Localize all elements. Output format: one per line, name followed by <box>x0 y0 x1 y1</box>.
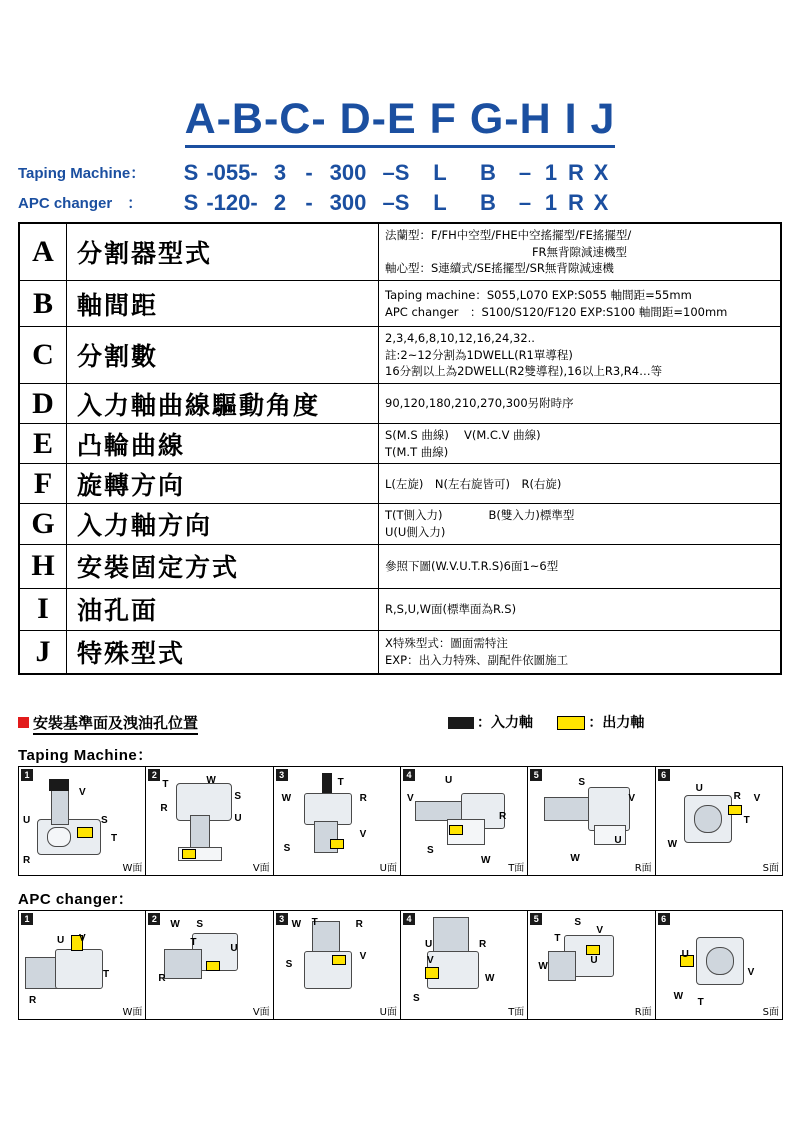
taping-section-title: Taping Machine： <box>18 747 153 764</box>
figure-number: 5 <box>530 913 542 925</box>
code-row-taping <box>18 160 782 186</box>
row-letter: G <box>19 504 67 544</box>
face-mark: V <box>753 793 761 804</box>
face-mark: V <box>596 925 603 936</box>
figure-cell[interactable] <box>655 910 783 1020</box>
figure-face-label: V面 <box>252 863 270 874</box>
desc-line: T(T側入力) B(雙入力)標準型 <box>385 508 575 523</box>
code-val: -055- <box>206 160 258 185</box>
row-desc <box>379 281 782 327</box>
row-letter: F <box>19 464 67 504</box>
code-val: B <box>480 190 496 215</box>
code-row-taping-label: Taping Machine： <box>18 165 146 182</box>
input-shaft-marker-icon <box>49 779 69 791</box>
figure-number: 6 <box>658 913 670 925</box>
face-mark: W <box>170 919 180 930</box>
row-name: 入力軸方向 <box>67 504 379 544</box>
code-val: L <box>433 190 447 215</box>
table-row <box>19 588 781 630</box>
figure-number: 2 <box>148 769 160 781</box>
face-mark: S <box>196 919 203 930</box>
figure-face-label: V面 <box>252 1007 270 1018</box>
face-mark: V <box>747 967 755 978</box>
desc-line: APC changer ：S100/S120/F120 EXP:S100 軸間距=100mm <box>385 304 728 319</box>
figure-face-label: S面 <box>762 863 779 874</box>
code-val: S <box>183 190 199 215</box>
face-mark: R <box>733 791 741 802</box>
desc-line: 法蘭型：F/FH中空型/FHE中空搖擺型/FE搖擺型/ <box>385 228 632 242</box>
face-mark: T <box>190 937 197 948</box>
spec-table <box>18 222 782 675</box>
output-shaft-marker-icon <box>182 849 196 859</box>
row-name: 油孔面 <box>67 588 379 630</box>
face-mark: S <box>234 791 241 802</box>
face-mark: S <box>285 959 293 970</box>
row-name: 旋轉方向 <box>67 464 379 504</box>
face-mark: W <box>484 973 495 984</box>
face-mark: V <box>406 793 414 804</box>
desc-line: U(U側入力) <box>385 525 446 540</box>
face-mark: W <box>667 839 678 850</box>
figure-face-label: U面 <box>379 1007 397 1018</box>
face-mark: S <box>578 777 585 788</box>
figure-cell[interactable] <box>527 910 655 1020</box>
code-val: 1 <box>544 160 558 185</box>
row-letter: A <box>19 223 67 281</box>
code-val: 300 <box>329 190 367 215</box>
row-name: 軸間距 <box>67 281 379 327</box>
figure-face-label: T面 <box>508 1007 525 1018</box>
figure-number: 3 <box>276 769 288 781</box>
code-val: X <box>593 160 609 185</box>
face-mark: U <box>695 783 703 794</box>
face-mark: U <box>444 775 453 786</box>
desc-line: 參照下圖(W.V.U.T.R.S)6面1~6型 <box>385 558 559 573</box>
row-letter: C <box>19 327 67 384</box>
row-desc <box>379 464 782 504</box>
row-desc <box>379 223 782 281</box>
code-val: X <box>593 190 609 215</box>
desc-line: 註:2~12分割為1DWELL(R1單導程) <box>385 347 573 362</box>
code-val: –S <box>382 160 410 185</box>
legend-bar <box>18 712 782 734</box>
desc-line: 90,120,180,210,270,300另附時序 <box>385 396 574 411</box>
figure-cell[interactable] <box>527 766 655 876</box>
figure-number: 4 <box>403 769 415 781</box>
code-val: -120- <box>206 190 258 215</box>
figure-column <box>548 951 576 981</box>
face-mark: R <box>359 793 367 804</box>
code-row-apc <box>18 190 782 216</box>
figure-face-label: W面 <box>122 1007 143 1018</box>
table-row <box>19 504 781 544</box>
face-mark: T <box>554 933 561 944</box>
desc-line: X特殊型式：圖面需特注 <box>385 636 508 651</box>
face-mark: S <box>426 845 434 856</box>
output-shaft-marker-icon <box>425 967 439 979</box>
output-shaft-marker-icon <box>330 839 344 849</box>
code-val: S <box>183 160 199 185</box>
legend-title: 安裝基準面及洩油孔位置 <box>33 714 198 735</box>
face-mark: V <box>79 933 86 944</box>
code-val: 300 <box>329 160 367 185</box>
output-shaft-marker-icon <box>77 827 93 838</box>
model-code-header <box>0 95 800 144</box>
face-mark: W <box>570 853 580 864</box>
table-row <box>19 544 781 588</box>
model-code-text: A-B-C- D-E F G-H I J <box>185 95 616 148</box>
row-letter: D <box>19 384 67 424</box>
desc-line: EXP：出入力特殊、副配件依圖施工 <box>385 652 569 667</box>
face-mark: V <box>359 829 367 840</box>
figure-cell[interactable] <box>273 910 401 1020</box>
desc-line: S(M.S 曲線) V(M.C.V 曲線) <box>385 428 541 443</box>
figure-face-label: W面 <box>122 863 143 874</box>
row-letter: B <box>19 281 67 327</box>
code-row-taping-values <box>180 160 780 186</box>
figure-cell[interactable] <box>18 766 146 876</box>
row-name: 安裝固定方式 <box>67 544 379 588</box>
figure-number: 4 <box>403 913 415 925</box>
table-row <box>19 424 781 464</box>
desc-line: 2,3,4,6,8,10,12,16,24,32.. <box>385 331 535 346</box>
figure-hub <box>706 947 734 975</box>
row-name: 分割數 <box>67 327 379 384</box>
taping-figure-strip <box>18 766 782 876</box>
table-row <box>19 384 781 424</box>
face-mark: R <box>160 803 168 814</box>
row-name: 特殊型式 <box>67 630 379 674</box>
desc-line: L(左旋) N(左右旋皆可) R(右旋) <box>385 476 562 491</box>
row-name: 入力軸曲線驅動角度 <box>67 384 379 424</box>
figure-column <box>164 949 202 979</box>
input-shaft-swatch-icon <box>448 717 474 729</box>
code-val: R <box>568 160 584 185</box>
face-mark: U <box>23 815 31 826</box>
row-name: 分割器型式 <box>67 223 379 281</box>
face-mark: U <box>57 935 65 946</box>
figure-number: 3 <box>276 913 288 925</box>
code-row-apc-label: APC changer ： <box>18 195 143 212</box>
figure-face-label: S面 <box>762 1007 779 1018</box>
code-val: - <box>305 190 313 215</box>
face-mark: W <box>206 775 216 786</box>
desc-line: FR無背隙減速機型 <box>531 244 628 259</box>
desc-line: 軸心型：S連續式/SE搖擺型/SR無背隙減速機 <box>385 261 614 276</box>
code-val: B <box>480 160 496 185</box>
face-mark: T <box>311 917 318 928</box>
table-row <box>19 327 781 384</box>
figure-face-label: U面 <box>379 863 397 874</box>
face-mark: R <box>23 855 31 866</box>
row-desc <box>379 544 782 588</box>
output-shaft-marker-icon <box>332 955 346 965</box>
code-row-apc-values <box>180 190 780 216</box>
code-val: –S <box>382 190 410 215</box>
desc-line: Taping machine：S055,L070 EXP:S055 軸間距=55mm <box>385 287 692 302</box>
figure-number: 5 <box>530 769 542 781</box>
output-shaft-marker-icon <box>206 961 220 971</box>
apc-figure-strip <box>18 910 782 1020</box>
face-mark: U <box>681 949 689 960</box>
code-val: L <box>433 160 447 185</box>
face-mark: W <box>480 855 491 866</box>
apc-section-title: APC changer： <box>18 891 134 908</box>
face-mark: V <box>426 955 434 966</box>
table-row <box>19 281 781 327</box>
face-mark: S <box>101 815 108 826</box>
figure-number: 1 <box>21 913 33 925</box>
row-desc <box>379 384 782 424</box>
row-letter: J <box>19 630 67 674</box>
legend-output-label: ：出力軸 <box>588 715 645 731</box>
figure-face-label: R面 <box>634 863 652 874</box>
face-mark: T <box>111 833 118 844</box>
row-letter: E <box>19 424 67 464</box>
face-mark: U <box>230 943 238 954</box>
figure-number: 6 <box>658 769 670 781</box>
figure-column <box>51 789 69 825</box>
figure-cell[interactable] <box>400 910 528 1020</box>
row-desc <box>379 327 782 384</box>
row-letter: I <box>19 588 67 630</box>
code-val: R <box>568 190 584 215</box>
face-mark: S <box>412 993 420 1004</box>
face-mark: V <box>79 787 86 798</box>
figure-cell[interactable] <box>400 766 528 876</box>
face-mark: W <box>673 991 684 1002</box>
face-mark: U <box>234 813 242 824</box>
output-shaft-marker-icon <box>728 805 742 815</box>
desc-line: R,S,U,W面(標準面為R.S) <box>385 601 517 616</box>
table-row <box>19 464 781 504</box>
code-val: 3 <box>273 160 287 185</box>
face-mark: R <box>158 973 166 984</box>
figure-cell[interactable] <box>145 910 273 1020</box>
row-desc <box>379 588 782 630</box>
face-mark: V <box>359 951 367 962</box>
figure-face-label: T面 <box>508 863 525 874</box>
code-val: 2 <box>273 190 287 215</box>
face-mark: R <box>355 919 363 930</box>
face-mark: R <box>478 939 487 950</box>
face-mark: W <box>538 961 548 972</box>
table-row <box>19 223 781 281</box>
figure-flange <box>47 827 71 847</box>
face-mark: U <box>614 835 622 846</box>
face-mark: R <box>29 995 37 1006</box>
figure-body <box>55 949 103 989</box>
row-letter: H <box>19 544 67 588</box>
figure-number: 2 <box>148 913 160 925</box>
face-mark: S <box>283 843 291 854</box>
figure-face-label: R面 <box>634 1007 652 1018</box>
figure-cell[interactable] <box>655 766 783 876</box>
output-shaft-marker-icon <box>586 945 600 955</box>
figure-number: 1 <box>21 769 33 781</box>
legend-right <box>448 712 644 732</box>
code-val: 1 <box>544 190 558 215</box>
figure-cell[interactable] <box>145 766 273 876</box>
face-mark: R <box>498 811 507 822</box>
output-shaft-marker-icon <box>449 825 463 835</box>
figure-cell[interactable] <box>18 910 146 1020</box>
face-mark: S <box>574 917 581 928</box>
row-name: 凸輪曲線 <box>67 424 379 464</box>
face-mark: U <box>590 955 598 966</box>
face-mark: T <box>103 969 110 980</box>
face-mark: U <box>424 939 433 950</box>
figure-cell[interactable] <box>273 766 401 876</box>
figure-column <box>433 917 469 953</box>
row-desc <box>379 630 782 674</box>
code-val: - <box>305 160 313 185</box>
face-mark: T <box>697 997 704 1008</box>
table-row <box>19 630 781 674</box>
output-shaft-swatch-icon <box>557 716 585 730</box>
desc-line: T(M.T 曲線) <box>385 444 449 459</box>
face-mark: W <box>281 793 292 804</box>
marker-square-icon <box>18 717 29 728</box>
face-mark: W <box>291 919 302 930</box>
code-val: – <box>518 160 532 185</box>
face-mark: V <box>628 793 635 804</box>
desc-line: 16分割以上為2DWELL(R2雙導程),16以上R3,R4…等 <box>385 364 663 379</box>
legend-input-label: ：入力軸 <box>477 715 533 731</box>
row-desc <box>379 424 782 464</box>
face-mark: T <box>337 777 344 788</box>
face-mark: T <box>162 779 169 790</box>
input-shaft-marker-icon <box>322 773 332 793</box>
face-mark: T <box>743 815 750 826</box>
figure-hub <box>694 805 722 833</box>
spec-table-body <box>19 223 781 674</box>
row-desc <box>379 504 782 544</box>
code-val: – <box>518 190 532 215</box>
